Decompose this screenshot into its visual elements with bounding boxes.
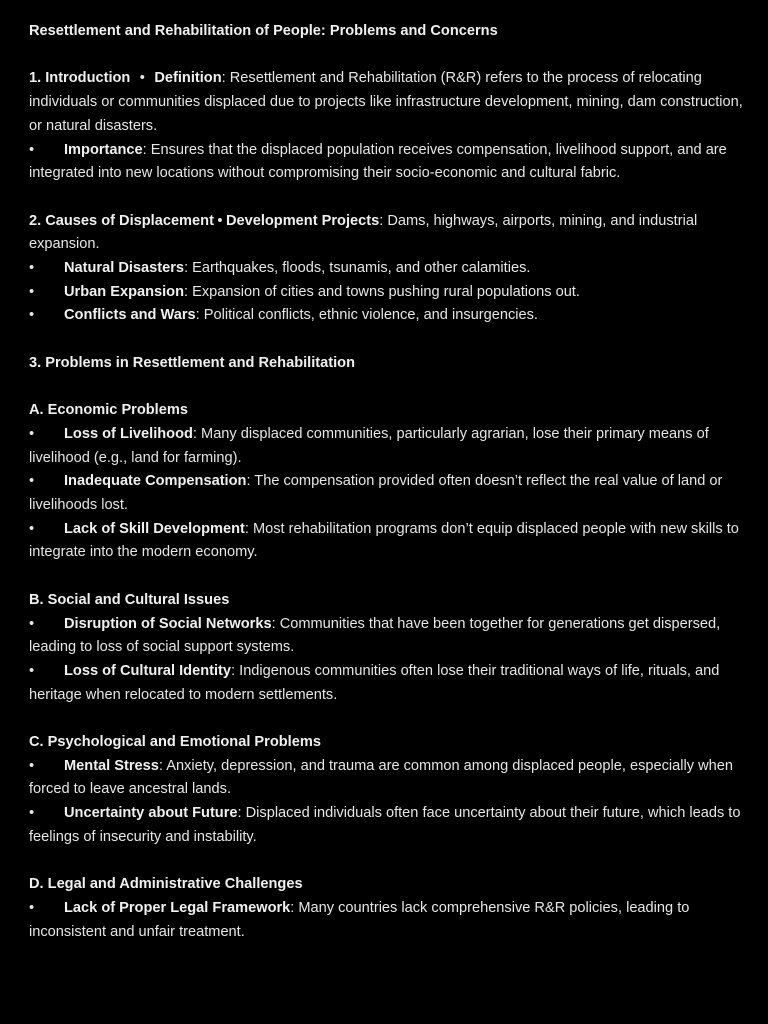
bullet-icon: •	[29, 899, 35, 916]
problems-heading: 3. Problems in Resettlement and Rehabilitation	[29, 354, 355, 371]
bullet-icon: •	[217, 212, 223, 229]
social-heading: B. Social and Cultural Issues	[29, 591, 230, 608]
bullet-icon: •	[29, 757, 35, 774]
list-item: • Inadequate Compensation: The compensation provided often doesn’t reflect the real value of land or livelihoods lost.	[29, 470, 743, 517]
economic-heading: A. Economic Problems	[29, 402, 188, 419]
list-item: • Lack of Proper Legal Framework: Many countries lack comprehensive R&R policies, leading to inconsistent and unfair treatment.	[29, 897, 743, 944]
bullet-icon: •	[29, 141, 35, 158]
causes-heading: 2. Causes of Displacement	[29, 212, 214, 229]
list-item: • Natural Disasters: Earthquakes, floods, tsunamis, and other calamities.	[29, 257, 743, 281]
bullet-icon: •	[29, 520, 35, 537]
bullet-icon: •	[29, 425, 35, 442]
document-title: Resettlement and Rehabilitation of People: Problems and Concerns	[29, 23, 498, 39]
list-item: • Disruption of Social Networks: Communities that have been together for generations get dispersed, leading to loss of social support systems.	[29, 613, 743, 660]
list-item: • Loss of Livelihood: Many displaced communities, particularly agrarian, lose their primary means of livelihood (e.g., land for farming).	[29, 423, 743, 470]
list-item: • Uncertainty about Future: Displaced individuals often face uncertainty about their future, which leads to feelings of insecurity and instability.	[29, 802, 743, 849]
intro-heading: 1. Introduction	[29, 70, 131, 87]
document-body	[29, 20, 743, 944]
legal-heading: D. Legal and Administrative Challenges	[29, 876, 303, 893]
list-item: • Conflicts and Wars: Political conflicts, ethnic violence, and insurgencies.	[29, 304, 743, 328]
causes-development: 2. Causes of Displacement • Development Projects: Dams, highways, airports, mining, and industrial expansion.	[29, 210, 743, 257]
list-item: • Urban Expansion: Expansion of cities and towns pushing rural populations out.	[29, 281, 743, 305]
list-item: • Mental Stress: Anxiety, depression, and trauma are common among displaced people, especially when forced to leave ancestral lands.	[29, 755, 743, 802]
bullet-icon: •	[139, 70, 145, 87]
intro-definition: 1. Introduction • Definition: Resettlement and Rehabilitation (R&R) refers to the process of relocating individuals or communities displaced due to projects like infrastructure development, mining, dam construction, or natural disasters.	[29, 67, 743, 138]
intro-importance: • Importance: Ensures that the displaced population receives compensation, livelihood support, and are integrated into new locations without compromising their socio-economic and cultural fabric.	[29, 139, 743, 186]
list-item: • Lack of Skill Development: Most rehabilitation programs don’t equip displaced people with new skills to integrate into the modern economy.	[29, 518, 743, 565]
bullet-icon: •	[29, 283, 35, 300]
list-item: • Loss of Cultural Identity: Indigenous communities often lose their traditional ways of life, rituals, and heritage when relocated to modern settlements.	[29, 660, 743, 707]
bullet-icon: •	[29, 805, 35, 822]
bullet-icon: •	[29, 260, 35, 276]
psychological-heading: C. Psychological and Emotional Problems	[29, 734, 321, 750]
bullet-icon: •	[29, 615, 35, 632]
bullet-icon: •	[29, 473, 35, 490]
bullet-icon: •	[29, 307, 35, 324]
bullet-icon: •	[29, 662, 35, 679]
